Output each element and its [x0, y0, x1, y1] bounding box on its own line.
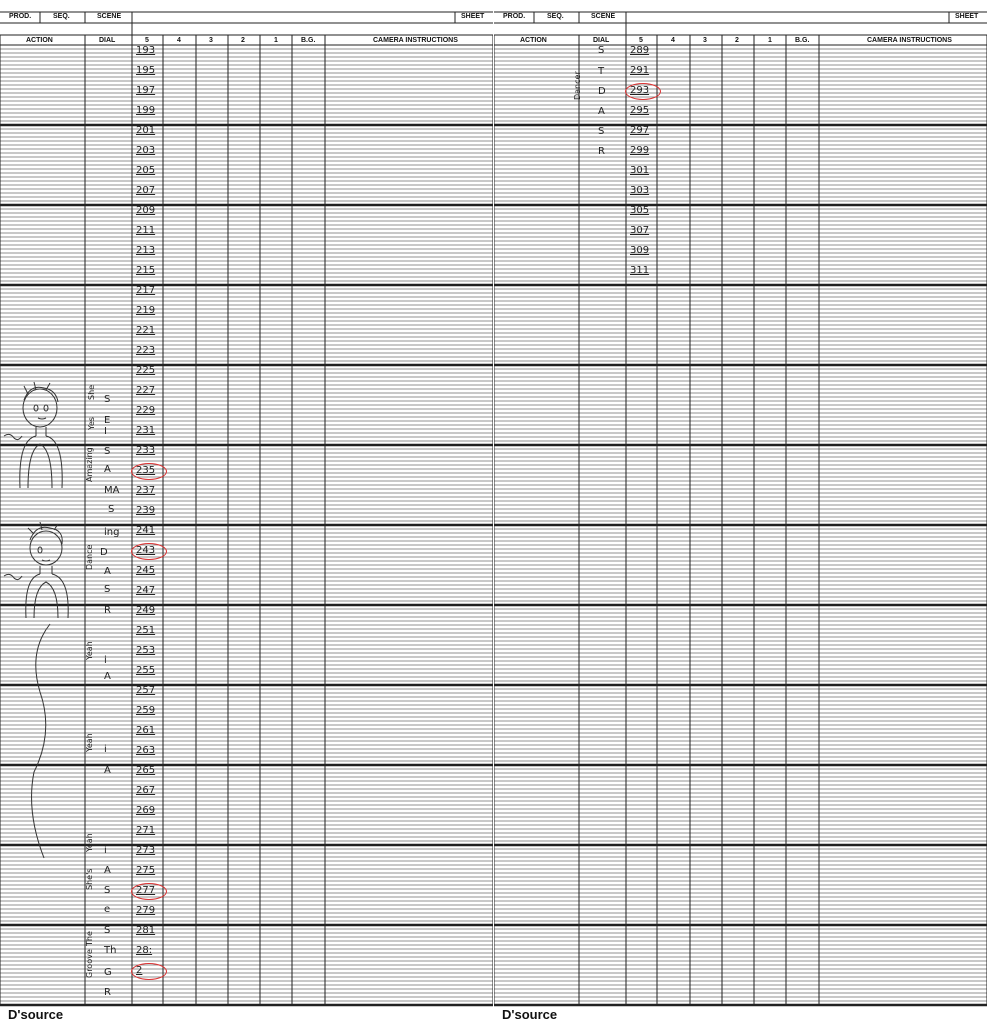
frame-number: 299 [630, 145, 650, 156]
prod-label: PROD. [503, 13, 526, 20]
frame-number: 211 [136, 225, 156, 236]
sheet-grid-left [0, 0, 493, 1024]
camera-instructions-header: CAMERA INSTRUCTIONS [867, 37, 952, 44]
seq-label: SEQ. [547, 13, 564, 20]
col1-header: 1 [274, 37, 278, 44]
dial-phoneme: A [598, 106, 605, 117]
dial-phoneme: R [598, 146, 605, 157]
frame-number: 309 [630, 245, 650, 256]
sheet-grid-right [494, 0, 987, 1024]
frame-number: 259 [136, 705, 156, 716]
dial-word-vertical: She's [85, 868, 94, 890]
frame-number: 243 [136, 545, 156, 556]
frame-number: 207 [136, 185, 156, 196]
frame-number: 275 [136, 865, 156, 876]
col5-header: 5 [639, 37, 643, 44]
dial-phoneme: E [104, 415, 111, 426]
frame-number: 229 [136, 405, 156, 416]
frame-number: 297 [630, 125, 650, 136]
frame-number: 197 [136, 85, 156, 96]
dial-phoneme: T [598, 66, 605, 77]
dial-phoneme: S [108, 504, 115, 515]
frame-number: 289 [630, 45, 650, 56]
col2-header: 2 [735, 37, 739, 44]
dial-phoneme: A [104, 464, 111, 475]
frame-number: 231 [136, 425, 156, 436]
dial-phoneme: S [104, 885, 111, 896]
dial-phoneme: i [104, 655, 107, 666]
frame-number: 213 [136, 245, 156, 256]
frame-number: 281 [136, 925, 156, 936]
sheet-label: SHEET [461, 13, 485, 20]
bg-column-header: B.G. [301, 37, 316, 44]
dial-word-vertical: Dance [85, 544, 94, 570]
frame-number: 195 [136, 65, 156, 76]
dial-phoneme: MA [104, 485, 120, 496]
dial-word-vertical: Yeah [85, 641, 94, 660]
frame-number: 311 [630, 265, 650, 276]
col3-header: 3 [703, 37, 707, 44]
dial-phoneme: e [104, 904, 111, 915]
dial-phoneme: i [104, 845, 107, 856]
circled-frame-marker [131, 463, 167, 480]
dial-phoneme: R [104, 987, 111, 998]
dial-word-vertical: Yes [87, 417, 96, 430]
frame-number: 201 [136, 125, 156, 136]
dial-phoneme: D [598, 86, 606, 97]
dial-phoneme: R [104, 605, 111, 616]
frame-number: 251 [136, 625, 156, 636]
dial-phoneme: G [104, 967, 112, 978]
frame-number: 227 [136, 385, 156, 396]
frame-number: 257 [136, 685, 156, 696]
exposure-sheet-left [0, 0, 493, 1024]
dial-word-vertical: Yeah [85, 833, 94, 852]
frame-number: 223 [136, 345, 156, 356]
frame-number: 279 [136, 905, 156, 916]
action-arrow-line [20, 622, 80, 862]
frame-number: 261 [136, 725, 156, 736]
frame-number: 205 [136, 165, 156, 176]
dial-column-header: DIAL [99, 37, 116, 44]
frame-number: 217 [136, 285, 156, 296]
exposure-sheet-right [494, 0, 987, 1024]
dial-word-vertical: Yeah [85, 733, 94, 752]
frame-number: 247 [136, 585, 156, 596]
frame-number: 303 [630, 185, 650, 196]
dial-phoneme: A [104, 865, 111, 876]
circled-frame-marker [131, 963, 167, 980]
circled-frame-marker [131, 883, 167, 900]
col4-header: 4 [177, 37, 181, 44]
frame-number: 215 [136, 265, 156, 276]
frame-number: 209 [136, 205, 156, 216]
dial-phoneme: ing [104, 527, 120, 538]
dial-phoneme: S [104, 394, 111, 405]
dial-phoneme: A [104, 566, 111, 577]
dial-word-vertical: She [87, 384, 96, 400]
col2-header: 2 [241, 37, 245, 44]
dial-word-vertical: Groove [85, 949, 94, 978]
dial-phoneme: S [104, 584, 111, 595]
frame-number: 219 [136, 305, 156, 316]
frame-number: 249 [136, 605, 156, 616]
character-sketch-top [0, 378, 80, 508]
frame-number: 225 [136, 365, 156, 376]
frame-number: 237 [136, 485, 156, 496]
col5-header: 5 [145, 37, 149, 44]
col1-header: 1 [768, 37, 772, 44]
dial-phoneme: i [104, 744, 107, 755]
frame-number: 233 [136, 445, 156, 456]
frame-number: 193 [136, 45, 156, 56]
dial-phoneme: A [104, 671, 111, 682]
frame-number: 255 [136, 665, 156, 676]
frame-number: 301 [630, 165, 650, 176]
frame-number: 199 [136, 105, 156, 116]
prod-label: PROD. [9, 13, 32, 20]
camera-instructions-header: CAMERA INSTRUCTIONS [373, 37, 458, 44]
scene-label: SCENE [591, 13, 616, 20]
circled-frame-marker [131, 543, 167, 560]
circled-frame-marker [625, 83, 661, 100]
dial-phoneme: S [598, 45, 605, 56]
bg-column-header: B.G. [795, 37, 810, 44]
frame-number: 305 [630, 205, 650, 216]
frame-number: 267 [136, 785, 156, 796]
col4-header: 4 [671, 37, 675, 44]
character-sketch-bottom [0, 522, 80, 622]
dial-column-header: DIAL [593, 37, 610, 44]
frame-number: 241 [136, 525, 156, 536]
frame-number: 203 [136, 145, 156, 156]
scene-label: SCENE [97, 13, 122, 20]
sheet-label: SHEET [955, 13, 979, 20]
frame-number: 265 [136, 765, 156, 776]
seq-label: SEQ. [53, 13, 70, 20]
dial-phoneme: S [598, 126, 605, 137]
frame-number: 239 [136, 505, 156, 516]
frame-number: 235 [136, 465, 156, 476]
frame-number: 295 [630, 105, 650, 116]
frame-number: 307 [630, 225, 650, 236]
frame-number: 291 [630, 65, 650, 76]
action-column-header: ACTION [26, 37, 53, 44]
frame-number: 269 [136, 805, 156, 816]
dial-phoneme: I [104, 426, 107, 437]
dial-phoneme: Th [104, 945, 117, 956]
frame-number: 271 [136, 825, 156, 836]
frame-number: 273 [136, 845, 156, 856]
frame-number: 221 [136, 325, 156, 336]
frame-number: 28: [136, 945, 153, 956]
frame-number: 293 [630, 85, 650, 96]
frame-number: 253 [136, 645, 156, 656]
dsource-logo-right: D'source [502, 1007, 558, 1022]
dial-phoneme: S [104, 925, 111, 936]
frame-number: 277 [136, 885, 156, 896]
action-column-header: ACTION [520, 37, 547, 44]
dial-word-vertical: Amazing [85, 447, 94, 482]
dial-phoneme: D [100, 547, 108, 558]
col3-header: 3 [209, 37, 213, 44]
frame-number: 263 [136, 745, 156, 756]
frame-number: 2 [136, 965, 143, 976]
dial-phoneme: S [104, 446, 111, 457]
dial-word-vertical: Dancer [573, 71, 582, 100]
dsource-logo-left: D'source [8, 1007, 64, 1022]
dial-phoneme: A [104, 765, 111, 776]
dial-word-vertical: The [85, 931, 94, 946]
frame-number: 245 [136, 565, 156, 576]
